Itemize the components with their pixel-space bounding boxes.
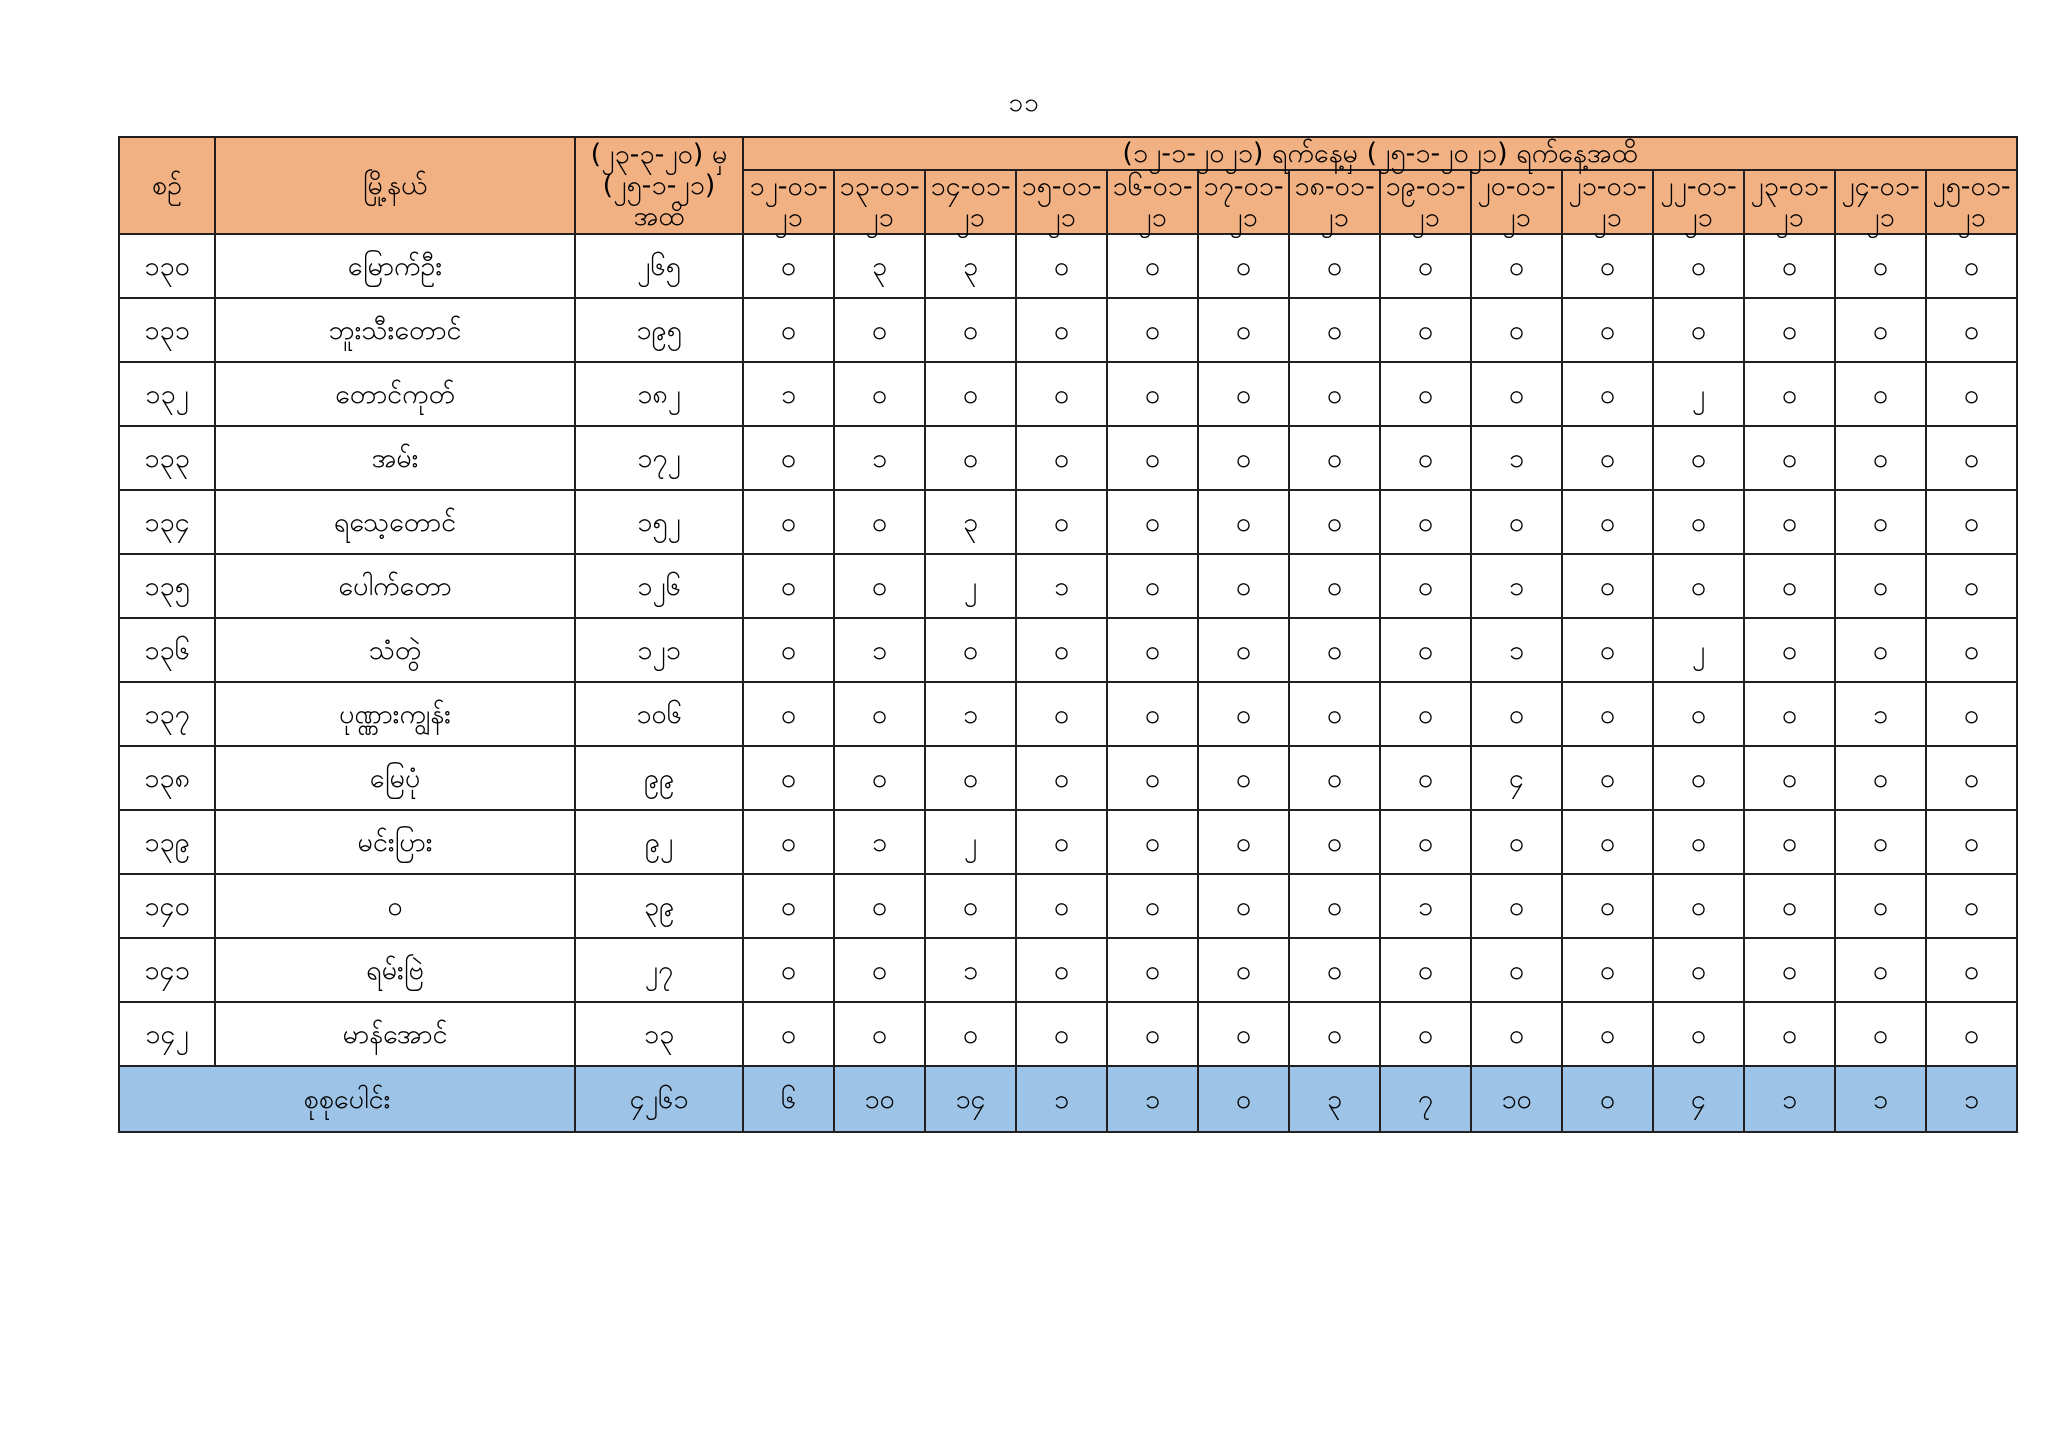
row-value: ၀ [1835,874,1926,938]
row-cumulative: ၁၇၂ [575,426,743,490]
row-value: ၁ [1471,554,1562,618]
row-value: ၂ [1653,362,1744,426]
row-value: ၀ [743,618,834,682]
row-value: ၀ [1471,298,1562,362]
row-value: ၀ [1744,938,1835,1002]
row-value: ၂ [1653,618,1744,682]
header-day-3: ၁၄-၀၁-၂၁ [925,170,1016,234]
row-value: ၀ [1289,490,1380,554]
row-value: ၀ [925,1002,1016,1066]
row-no: ၁၃၂ [119,362,215,426]
row-value: ၀ [1562,362,1653,426]
row-value: ၀ [1744,874,1835,938]
row-value: ၀ [1471,938,1562,1002]
row-value: ၀ [1744,746,1835,810]
row-township: အမ်း [215,426,575,490]
row-value: ၀ [1744,810,1835,874]
row-value: ၀ [1744,234,1835,298]
row-cumulative: ၂၇ [575,938,743,1002]
row-value: ၀ [1107,810,1198,874]
row-value: ၀ [743,554,834,618]
header-day-14: ၂၅-၀၁-၂၁ [1926,170,2017,234]
row-value: ၀ [743,234,834,298]
row-value: ၀ [1016,1002,1107,1066]
table-header-row-1 [119,137,2017,170]
row-cumulative: ၉၂ [575,810,743,874]
header-day-7: ၁၈-၀၁-၂၁ [1289,170,1380,234]
table-row [119,362,2017,426]
row-value: ၀ [925,874,1016,938]
table-row [119,746,2017,810]
total-value: ၁ [1926,1066,2017,1132]
row-value: ၀ [1380,618,1471,682]
row-value: ၀ [1289,682,1380,746]
row-value: ၀ [1198,810,1289,874]
row-value: ၀ [1289,426,1380,490]
row-township: မင်းပြား [215,810,575,874]
header-day-8: ၁၉-၀၁-၂၁ [1380,170,1471,234]
row-value: ၀ [1926,810,2017,874]
total-cumulative: ၄၂၆၁ [575,1066,743,1132]
header-day-10: ၂၁-၀၁-၂၁ [1562,170,1653,234]
row-value: ၀ [1562,426,1653,490]
row-value: ၀ [1653,426,1744,490]
table-row [119,1002,2017,1066]
row-value: ၀ [1289,1002,1380,1066]
row-value: ၁ [925,682,1016,746]
table-row [119,298,2017,362]
row-value: ၀ [834,362,925,426]
row-value: ၀ [1653,1002,1744,1066]
row-value: ၀ [1107,874,1198,938]
row-value: ၀ [1198,298,1289,362]
total-value: ၁ [1835,1066,1926,1132]
row-value: ၀ [1380,1002,1471,1066]
header-cumulative: (၂၃-၃-၂၀) မှ (၂၅-၁-၂၁) အထိ [575,137,743,234]
row-value: ၀ [1016,618,1107,682]
row-value: ၀ [1198,490,1289,554]
row-value: ၀ [1380,938,1471,1002]
row-value: ၀ [1380,426,1471,490]
row-value: ၄ [1471,746,1562,810]
row-cumulative: ၁၉၅ [575,298,743,362]
row-value: ၀ [1289,234,1380,298]
row-township: ဘူးသီးတောင် [215,298,575,362]
row-value: ၀ [1380,682,1471,746]
row-value: ၁ [743,362,834,426]
row-township: ပုဏ္ဏားကျွန်း [215,682,575,746]
row-value: ၀ [1926,746,2017,810]
row-no: ၁၃၅ [119,554,215,618]
row-value: ၀ [1289,362,1380,426]
row-value: ၀ [1653,938,1744,1002]
row-value: ၀ [1926,1002,2017,1066]
row-no: ၁၃၈ [119,746,215,810]
row-value: ၀ [1198,554,1289,618]
row-no: ၁၄၀ [119,874,215,938]
row-no: ၁၃၃ [119,426,215,490]
row-cumulative: ၁၂၆ [575,554,743,618]
row-no: ၁၃၄ [119,490,215,554]
row-value: ၀ [1107,682,1198,746]
header-day-13: ၂၄-၀၁-၂၁ [1835,170,1926,234]
row-value: ၀ [1016,874,1107,938]
row-value: ၀ [1835,426,1926,490]
row-value: ၀ [1016,810,1107,874]
row-value: ၀ [743,298,834,362]
row-value: ၀ [1926,618,2017,682]
row-value: ၀ [1380,746,1471,810]
row-value: ၀ [1835,234,1926,298]
row-value: ၀ [1198,1002,1289,1066]
total-value: ၃ [1289,1066,1380,1132]
row-no: ၁၄၂ [119,1002,215,1066]
row-value: ၀ [1016,682,1107,746]
row-value: ၀ [1016,362,1107,426]
header-day-2: ၁၃-၀၁-၂၁ [834,170,925,234]
row-value: ၀ [834,938,925,1002]
row-value: ၀ [1198,362,1289,426]
table-row [119,874,2017,938]
row-value: ၀ [1471,362,1562,426]
row-value: ၁ [834,618,925,682]
header-day-1: ၁၂-၀၁-၂၁ [743,170,834,234]
row-value: ၀ [1198,618,1289,682]
row-value: ၂ [925,554,1016,618]
row-cumulative: ၃၉ [575,874,743,938]
row-value: ၀ [1107,426,1198,490]
row-value: ၀ [1744,1002,1835,1066]
row-value: ၀ [1107,618,1198,682]
row-value: ၀ [1198,938,1289,1002]
row-value: ၀ [1926,938,2017,1002]
row-value: ၀ [1107,554,1198,618]
total-value: ၁၀ [834,1066,925,1132]
row-value: ၀ [925,362,1016,426]
row-value: ၀ [834,874,925,938]
row-value: ၀ [1562,1002,1653,1066]
row-value: ၀ [1835,554,1926,618]
row-value: ၀ [1562,554,1653,618]
table-header [119,137,2017,234]
row-value: ၃ [925,234,1016,298]
table-row [119,426,2017,490]
row-value: ၀ [834,682,925,746]
row-value: ၀ [1744,682,1835,746]
row-no: ၁၃၉ [119,810,215,874]
row-value: ၀ [925,618,1016,682]
row-value: ၀ [1835,298,1926,362]
row-value: ၀ [1471,810,1562,874]
row-value: ၀ [1744,490,1835,554]
row-value: ၀ [834,490,925,554]
row-value: ၀ [1198,234,1289,298]
row-value: ၀ [1289,938,1380,1002]
row-township: မြေပုံ [215,746,575,810]
row-cumulative: ၁၃ [575,1002,743,1066]
row-value: ၀ [1289,874,1380,938]
row-value: ၀ [1380,810,1471,874]
row-value: ၀ [1926,234,2017,298]
row-value: ၀ [1926,426,2017,490]
row-value: ၀ [1835,362,1926,426]
total-value: ၁၄ [925,1066,1016,1132]
row-value: ၀ [925,746,1016,810]
total-row [119,1066,2017,1132]
page-number: ၁၁ [1008,88,1040,118]
header-day-6: ၁၇-၀၁-၂၁ [1198,170,1289,234]
table-row [119,490,2017,554]
row-cumulative: ၁၀၆ [575,682,743,746]
row-value: ၀ [1835,810,1926,874]
header-day-9: ၂၀-၀၁-၂၁ [1471,170,1562,234]
row-value: ၀ [1471,1002,1562,1066]
row-value: ၀ [1471,490,1562,554]
row-value: ၀ [1653,810,1744,874]
row-value: ၀ [1926,298,2017,362]
row-value: ၀ [1744,426,1835,490]
row-value: ၀ [834,554,925,618]
row-value: ၀ [1653,874,1744,938]
total-value: ၆ [743,1066,834,1132]
row-value: ၀ [1380,490,1471,554]
row-value: ၀ [1835,1002,1926,1066]
row-value: ၀ [743,746,834,810]
row-value: ၀ [1471,682,1562,746]
row-cumulative: ၁၈၂ [575,362,743,426]
covid-cases-table [118,136,2018,1133]
row-value: ၀ [1562,746,1653,810]
row-value: ၀ [1107,490,1198,554]
row-township: ပေါက်တော [215,554,575,618]
row-value: ၀ [1653,554,1744,618]
row-value: ၀ [1562,874,1653,938]
row-value: ၀ [1653,682,1744,746]
row-cumulative: ၁၅၂ [575,490,743,554]
row-value: ၀ [834,1002,925,1066]
row-value: ၀ [1289,298,1380,362]
row-township: သံတွဲ [215,618,575,682]
row-value: ၀ [1835,938,1926,1002]
row-value: ၂ [925,810,1016,874]
row-township: ရမ်းဗြဲ [215,938,575,1002]
row-value: ၀ [743,682,834,746]
row-value: ၀ [1289,810,1380,874]
row-value: ၀ [1198,746,1289,810]
row-cumulative: ၁၂၁ [575,618,743,682]
row-value: ၁ [1471,618,1562,682]
row-township: မြောက်ဦး [215,234,575,298]
row-value: ၀ [1562,682,1653,746]
row-value: ၁ [1471,426,1562,490]
row-value: ၀ [1107,746,1198,810]
row-value: ၁ [1835,682,1926,746]
row-value: ၀ [1289,554,1380,618]
row-value: ၀ [1107,298,1198,362]
row-value: ၀ [1926,490,2017,554]
row-value: ၀ [1562,618,1653,682]
row-value: ၀ [1653,234,1744,298]
row-value: ၀ [1198,874,1289,938]
row-value: ၀ [1380,362,1471,426]
row-value: ၁ [925,938,1016,1002]
row-value: ၀ [1744,298,1835,362]
row-value: ၀ [1835,490,1926,554]
row-value: ၀ [1471,234,1562,298]
total-value: ၀ [1562,1066,1653,1132]
total-value: ၁ [1744,1066,1835,1132]
table-row [119,554,2017,618]
row-value: ၀ [1016,746,1107,810]
row-no: ၁၃၀ [119,234,215,298]
header-day-12: ၂၃-၀၁-၂၁ [1744,170,1835,234]
row-value: ၀ [1016,938,1107,1002]
row-value: ၀ [1016,426,1107,490]
total-value: ၀ [1198,1066,1289,1132]
row-value: ၀ [834,746,925,810]
row-value: ၀ [1653,746,1744,810]
header-day-5: ၁၆-၀၁-၂၁ [1107,170,1198,234]
row-no: ၁၃၇ [119,682,215,746]
row-value: ၀ [1926,362,2017,426]
row-value: ၀ [1562,298,1653,362]
row-value: ၀ [1107,1002,1198,1066]
row-value: ၀ [1562,810,1653,874]
total-value: ၁၀ [1471,1066,1562,1132]
table-footer [119,1066,2017,1132]
row-value: ၀ [1198,682,1289,746]
row-value: ၀ [1835,618,1926,682]
row-value: ၀ [1289,746,1380,810]
row-value: ၀ [1107,362,1198,426]
total-value: ၄ [1653,1066,1744,1132]
row-value: ၀ [1016,234,1107,298]
row-value: ၀ [1744,554,1835,618]
row-value: ၀ [1562,234,1653,298]
table-row [119,938,2017,1002]
row-value: ၀ [1835,746,1926,810]
total-value: ၁ [1016,1066,1107,1132]
row-value: ၀ [1198,426,1289,490]
row-value: ၀ [1107,938,1198,1002]
row-value: ၀ [743,426,834,490]
row-no: ၁၄၁ [119,938,215,1002]
table-row [119,682,2017,746]
row-value: ၃ [834,234,925,298]
row-value: ၀ [1380,234,1471,298]
row-value: ၀ [743,1002,834,1066]
row-value: ၀ [1016,298,1107,362]
header-day-11: ၂၂-၀၁-၂၁ [1653,170,1744,234]
row-no: ၁၃၁ [119,298,215,362]
row-township: ဝ [215,874,575,938]
row-township: မာန်အောင် [215,1002,575,1066]
row-value: ၀ [1016,490,1107,554]
row-township: ရသေ့တောင် [215,490,575,554]
row-value: ၀ [925,298,1016,362]
row-value: ၀ [925,426,1016,490]
row-value: ၀ [1744,618,1835,682]
row-value: ၀ [1380,554,1471,618]
row-value: ၁ [1380,874,1471,938]
row-value: ၃ [925,490,1016,554]
row-value: ၀ [1289,618,1380,682]
row-value: ၀ [1562,938,1653,1002]
header-no: စဉ် [119,137,215,234]
row-value: ၀ [1562,490,1653,554]
row-value: ၀ [1380,298,1471,362]
total-label: စုစုပေါင်း [119,1066,575,1132]
row-value: ၀ [743,490,834,554]
row-value: ၁ [1016,554,1107,618]
row-cumulative: ၉၉ [575,746,743,810]
row-value: ၁ [834,810,925,874]
row-value: ၀ [1926,554,2017,618]
row-value: ၀ [1926,682,2017,746]
table-body [119,234,2017,1066]
total-value: ၁ [1107,1066,1198,1132]
row-value: ၁ [834,426,925,490]
total-value: ၇ [1380,1066,1471,1132]
row-value: ၀ [743,874,834,938]
row-township: တောင်ကုတ် [215,362,575,426]
row-value: ၀ [1107,234,1198,298]
header-township: မြို့နယ် [215,137,575,234]
header-day-4: ၁၅-၀၁-၂၁ [1016,170,1107,234]
table-row [119,618,2017,682]
row-value: ၀ [1744,362,1835,426]
row-value: ၀ [834,298,925,362]
table-row [119,810,2017,874]
row-value: ၀ [1926,874,2017,938]
row-value: ၀ [743,938,834,1002]
header-date-range: (၁၂-၁-၂၀၂၁) ရက်နေ့မှ (၂၅-၁-၂၀၂၁) ရက်နေ့အထိ [743,137,2017,170]
row-cumulative: ၂၆၅ [575,234,743,298]
row-value: ၀ [1471,874,1562,938]
row-no: ၁၃၆ [119,618,215,682]
table-row [119,234,2017,298]
row-value: ၀ [1653,298,1744,362]
row-value: ၀ [1653,490,1744,554]
row-value: ၀ [743,810,834,874]
table-container [118,136,2011,1133]
